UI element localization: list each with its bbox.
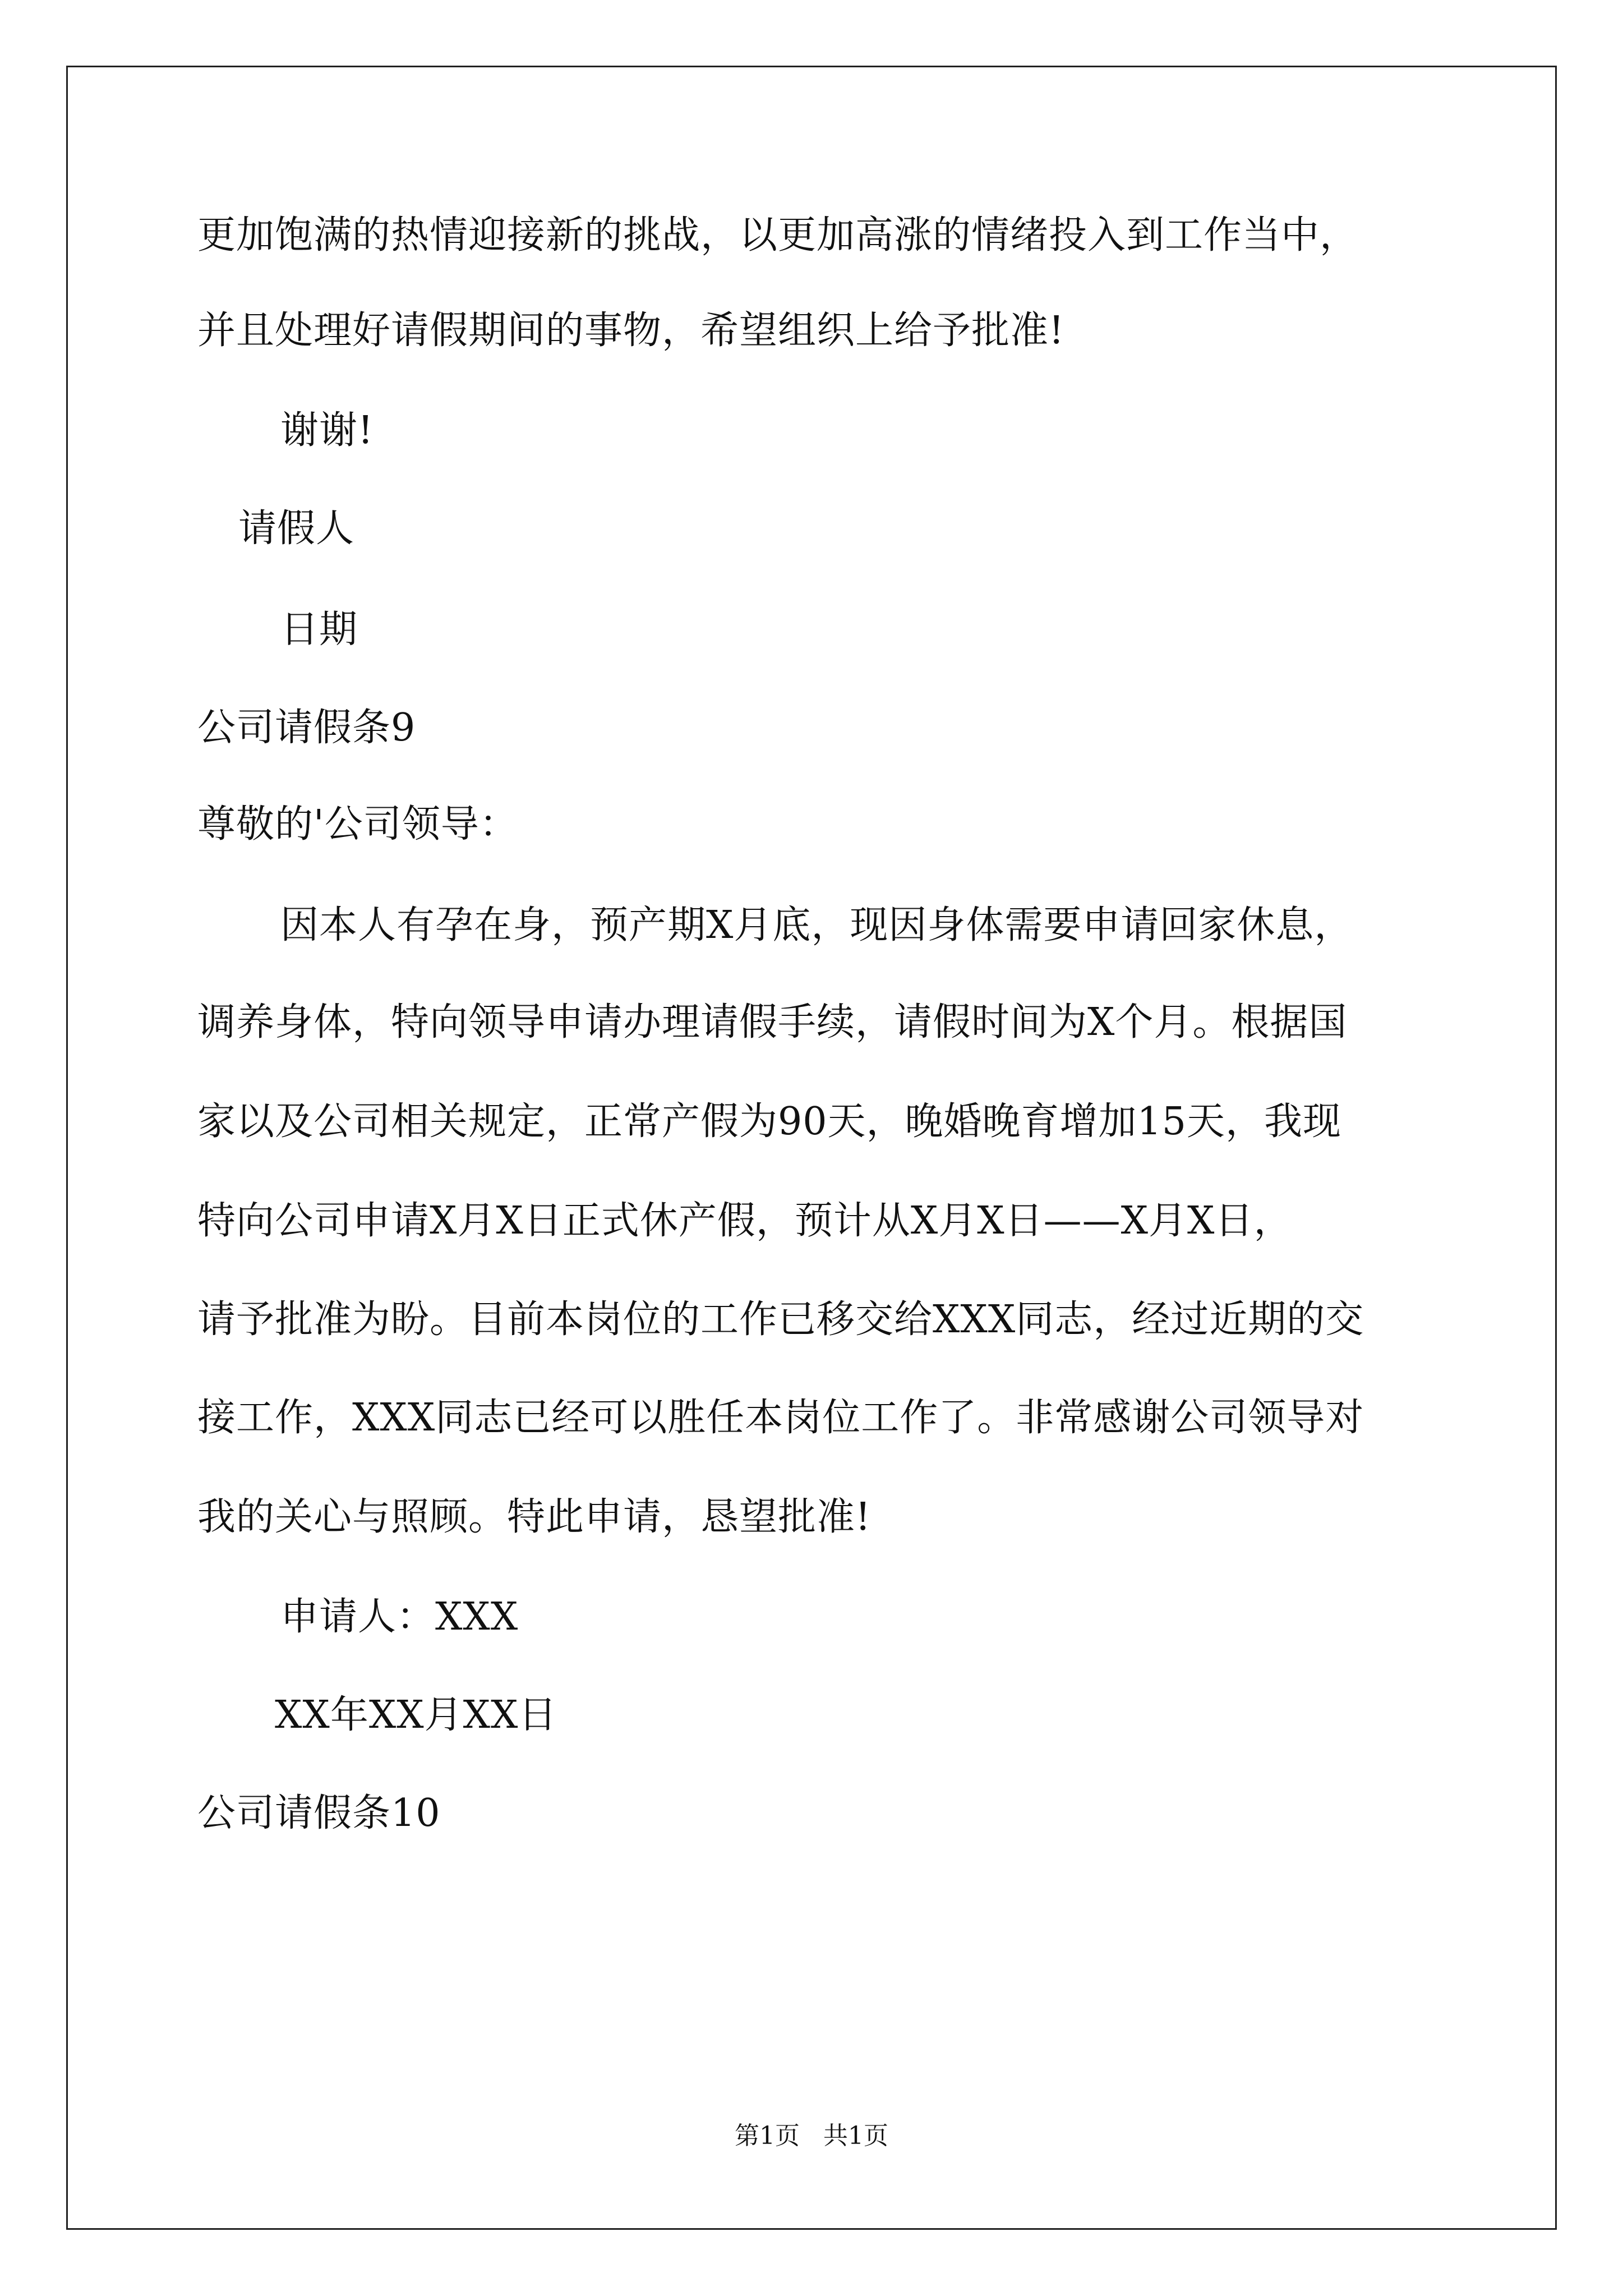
body-line-3: 因本人有孕在身，预产期X月底，现因身体需要申请回家休息， bbox=[280, 903, 1353, 947]
thanks-line: 谢谢! bbox=[280, 408, 374, 453]
signature-date: XX年XX月XX日 bbox=[275, 1693, 557, 1737]
body-line-8: 接工作，XXX同志已经可以胜任本岗位工作了。非常感谢公司领导对 bbox=[197, 1396, 1364, 1440]
body-line-1: 更加饱满的热情迎接新的挑战，以更加高涨的情绪投入到工作当中， bbox=[197, 213, 1359, 257]
body-line-5: 家以及公司相关规定，正常产假为90天，晚婚晚育增加15天，我现 bbox=[197, 1099, 1342, 1144]
body-line-9: 我的关心与照顾。特此申请，恳望批准! bbox=[197, 1495, 872, 1539]
page-border bbox=[66, 66, 1557, 2230]
body-line-6: 特向公司申请X月X日正式休产假，预计从X月X日——X月X日， bbox=[197, 1199, 1293, 1243]
applicant-line: 申请人：XXX bbox=[280, 1595, 519, 1639]
body-line-7: 请予批准为盼。目前本岗位的工作已移交给XXX同志，经过近期的交 bbox=[197, 1297, 1364, 1342]
section-heading-10: 公司请假条10 bbox=[197, 1791, 441, 1835]
requester-label: 请假人 bbox=[238, 507, 355, 551]
body-line-2: 并且处理好请假期间的事物，希望组织上给予批准! bbox=[197, 309, 1065, 353]
section-heading-9: 公司请假条9 bbox=[197, 706, 416, 750]
date-label: 日期 bbox=[280, 608, 358, 652]
salutation: 尊敬的'公司领导： bbox=[197, 802, 518, 846]
page-footer: 第1页 共1页 bbox=[735, 2122, 888, 2150]
body-line-4: 调养身体，特向领导申请办理请假手续，请假时间为X个月。根据国 bbox=[197, 1000, 1348, 1045]
